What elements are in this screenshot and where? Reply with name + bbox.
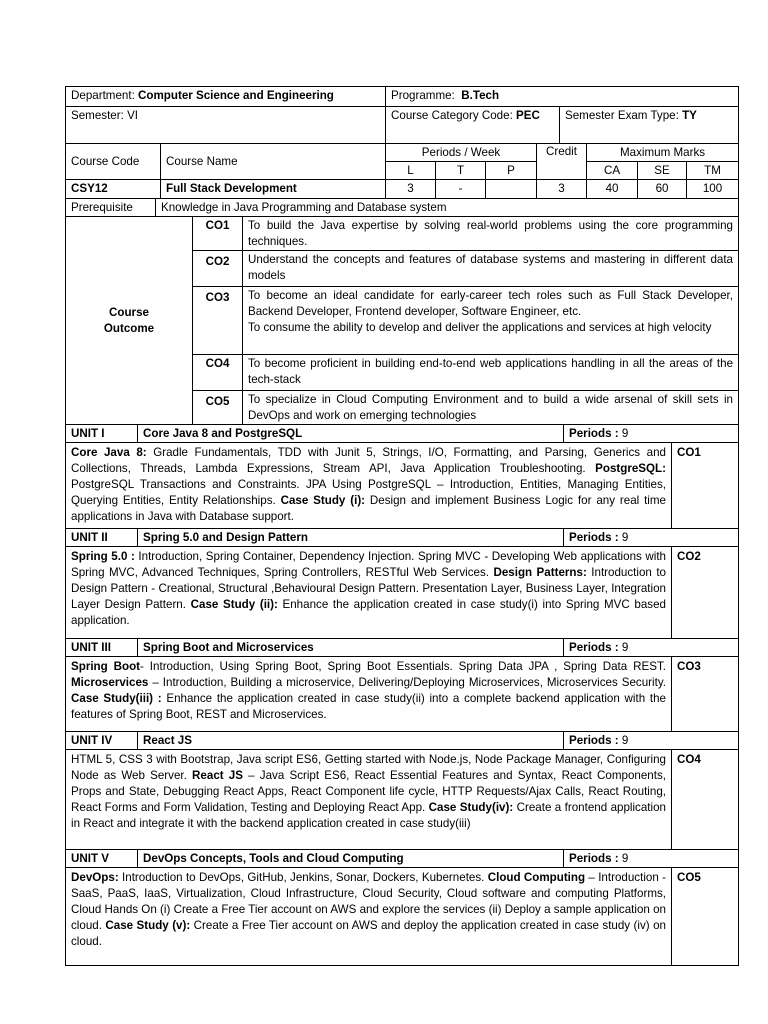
unit-periods bbox=[564, 529, 739, 547]
maximum-marks-header: Maximum Marks bbox=[587, 144, 739, 162]
co4-code: CO4 bbox=[193, 355, 243, 391]
unit-periods-label: Periods : bbox=[569, 530, 619, 544]
unit-content bbox=[66, 657, 672, 732]
category-cell bbox=[386, 107, 560, 144]
unit-label: UNIT IV bbox=[66, 732, 138, 750]
unit-title: Core Java 8 and PostgreSQL bbox=[138, 425, 564, 443]
unit-content bbox=[66, 443, 672, 529]
unit-content-text: Introduction to DevOps, GitHub, Jenkins, Sonar, Dockers, Kubernetes. bbox=[118, 871, 488, 884]
unit-co: CO4 bbox=[672, 750, 739, 850]
p-header: P bbox=[486, 162, 537, 180]
exam-type-cell bbox=[560, 107, 739, 144]
unit-co: CO3 bbox=[672, 657, 739, 732]
unit-co: CO2 bbox=[672, 547, 739, 639]
unit-content-text: Gradle Fundamentals, TDD with Junit 5, Strings, I/O, Formatting, and Parsing, Generics and Collections, Threads, Lambda Expressions, Stream API, Java Application Troubleshooting. bbox=[71, 446, 666, 475]
co1-code: CO1 bbox=[193, 217, 243, 251]
unit-content-text: – Introduction, Building a microservice, Delivering/Deploying Microservices, Microservices Security. bbox=[148, 676, 666, 689]
unit-label: UNIT I bbox=[66, 425, 138, 443]
unit-title: Spring 5.0 and Design Pattern bbox=[138, 529, 564, 547]
unit-periods bbox=[564, 732, 739, 750]
co1-text: To build the Java expertise by solving real-world problems using the core programming techniques. bbox=[243, 217, 739, 251]
p-value bbox=[486, 180, 537, 199]
tm-value: 100 bbox=[687, 180, 739, 199]
unit-content-text: Create a Free Tier account on AWS and deploy the application created in case study (iv) on cloud. bbox=[71, 919, 666, 948]
l-value: 3 bbox=[386, 180, 436, 199]
unit-content-heading: Spring Boot bbox=[71, 660, 141, 673]
co4-text: To become proficient in building end-to-end web applications handling in all the areas of the tech-stack bbox=[243, 355, 739, 391]
unit-label: UNIT V bbox=[66, 850, 138, 868]
unit-periods-value: 9 bbox=[621, 426, 629, 440]
unit-title: Spring Boot and Microservices bbox=[138, 639, 564, 657]
unit-periods-value: 9 bbox=[621, 640, 629, 654]
co5-code: CO5 bbox=[193, 391, 243, 425]
course-details-table bbox=[65, 143, 739, 199]
programme-cell bbox=[386, 87, 739, 107]
unit-content-text: – Java Script ES6, React Essential Features and Syntax, React Components, Props and State, Debugging React Apps, React Component life cycle, HTTP Requests/Ajax Calls, React Routing, React Forms and Form Validation, Testing and Deploying React App. bbox=[71, 769, 666, 814]
prerequisite-value: Knowledge in Java Programming and Database system bbox=[156, 199, 739, 217]
unit-periods-label: Periods : bbox=[569, 851, 619, 865]
course-name-value: Full Stack Development bbox=[161, 180, 386, 199]
unit-content-heading: Cloud Computing bbox=[487, 871, 586, 884]
unit-content-text: Enhance the application created in case study(ii) into a complete backend application with the features of Spring Boot, REST and Microservices. bbox=[71, 692, 666, 721]
unit-periods-value: 9 bbox=[621, 733, 629, 747]
unit-periods-label: Periods : bbox=[569, 733, 619, 747]
unit-periods bbox=[564, 850, 739, 868]
unit-content-text: Create a frontend application in React and integrate it with the backend application created in case study(iii) bbox=[71, 801, 666, 830]
unit-periods-value: 9 bbox=[621, 851, 629, 865]
category-label: Course Category Code: bbox=[391, 109, 513, 122]
unit-content-text: HTML 5, CSS 3 with Bootstrap, Java script ES6, Getting started with Node.js, Node Package Manager, Configuring Node as Web Server. bbox=[71, 753, 666, 782]
unit-content-text: Introduction to Design Pattern - Creational, Structural ,Behavioural Design Pattern. Presentation Layer, Business Layer, Integration Layer Design Pattern. bbox=[71, 566, 666, 611]
unit-content bbox=[66, 547, 672, 639]
unit-content-heading: Case Study (ii): bbox=[190, 598, 278, 611]
tm-header: TM bbox=[687, 162, 739, 180]
course-outcome-label-line2: Outcome bbox=[103, 321, 155, 335]
unit-periods bbox=[564, 425, 739, 443]
co3-code: CO3 bbox=[193, 287, 243, 355]
unit-label: UNIT II bbox=[66, 529, 138, 547]
unit-content-heading: React JS bbox=[192, 769, 243, 782]
unit-title: React JS bbox=[138, 732, 564, 750]
unit-content-text: - Introduction, Using Spring Boot, Spring Boot Essentials. Spring Data JPA , Spring Data REST. bbox=[140, 660, 666, 673]
course-header-table bbox=[65, 86, 739, 144]
unit-content-heading: Microservices bbox=[71, 676, 149, 689]
unit-content-heading: Core Java 8: bbox=[71, 446, 147, 459]
unit-content-heading: Case Study(iv): bbox=[428, 801, 514, 814]
semester-value: VI bbox=[127, 109, 139, 122]
unit-content-heading: Design Patterns: bbox=[493, 566, 587, 579]
unit-periods-value: 9 bbox=[621, 530, 629, 544]
course-name-header: Course Name bbox=[161, 144, 386, 180]
credit-header: Credit bbox=[537, 144, 587, 180]
exam-type-label: Semester Exam Type: bbox=[565, 109, 679, 122]
se-value: 60 bbox=[638, 180, 687, 199]
department-cell bbox=[66, 87, 386, 107]
category-value: PEC bbox=[516, 109, 540, 122]
unit-content-text: Design and implement Business Logic for any real time applications in Java with Database support. bbox=[71, 494, 666, 523]
course-outcome-label-line1: Course bbox=[109, 305, 149, 319]
unit-co: CO1 bbox=[672, 443, 739, 529]
unit-content-heading: Case Study (v): bbox=[105, 919, 191, 932]
course-code-value: CSY12 bbox=[66, 180, 161, 199]
exam-type-value: TY bbox=[682, 109, 697, 122]
co5-text: To specialize in Cloud Computing Environment and to build a wide arsenal of skill sets in DevOps and work on emerging technologies bbox=[243, 391, 739, 425]
unit-periods-label: Periods : bbox=[569, 640, 619, 654]
unit-content-text: – Introduction - SaaS, PaaS, IaaS, Virtualization, Cloud Infrastructure, Cloud Security, Cloud software and computing Platforms, Cloud Hands On (i) Create a Free Tier account on AWS and explore the services (ii) Deploy a sample application on cloud. bbox=[71, 871, 666, 932]
unit-content-text: Introduction, Spring Container, Dependency Injection. Spring MVC - Developing Web applications with Spring MVC, Advanced Techniques, Spring Controllers, RESTful Web Services. bbox=[71, 550, 666, 579]
co2-code: CO2 bbox=[193, 251, 243, 287]
co3-text bbox=[243, 287, 739, 355]
semester-cell bbox=[66, 107, 386, 144]
unit-content-text: PostgreSQL Transactions and Constraints. JPA Using PostgreSQL – Introduction, Entities, Managing Entities, Querying Entities, Entity Relationships. bbox=[71, 478, 666, 507]
unit-content-heading: DevOps: bbox=[71, 871, 119, 884]
unit-content-heading: Case Study(iii) : bbox=[71, 692, 162, 705]
course-code-header: Course Code bbox=[66, 144, 161, 180]
unit-content-text: Enhance the application created in case study(i) into Spring MVC based application. bbox=[71, 598, 666, 627]
co3-text-line1: To become an ideal candidate for early-career tech roles such as Full Stack Developer, Backend Developer, Frontend developer, Software Engineer, etc. bbox=[248, 289, 734, 318]
outcomes-table bbox=[65, 198, 739, 425]
t-header: T bbox=[436, 162, 486, 180]
ca-header: CA bbox=[587, 162, 638, 180]
t-value: - bbox=[436, 180, 486, 199]
unit-title: DevOps Concepts, Tools and Cloud Computing bbox=[138, 850, 564, 868]
programme-value: B.Tech bbox=[461, 89, 500, 102]
programme-label: Programme: bbox=[391, 89, 455, 102]
unit-content-heading: PostgreSQL: bbox=[595, 462, 666, 475]
semester-label: Semester: bbox=[71, 109, 124, 122]
unit-co: CO5 bbox=[672, 868, 739, 966]
prerequisite-label: Prerequisite bbox=[66, 199, 156, 217]
ca-value: 40 bbox=[587, 180, 638, 199]
se-header: SE bbox=[638, 162, 687, 180]
syllabus-page bbox=[65, 86, 738, 966]
co3-text-line2: To consume the ability to develop and deliver the applications and services at high velocity bbox=[248, 321, 712, 334]
units-table bbox=[65, 424, 739, 966]
unit-periods bbox=[564, 639, 739, 657]
unit-content bbox=[66, 868, 672, 966]
credit-value: 3 bbox=[537, 180, 587, 199]
department-label: Department: bbox=[71, 89, 135, 102]
department-value: Computer Science and Engineering bbox=[138, 89, 334, 102]
unit-periods-label: Periods : bbox=[569, 426, 619, 440]
unit-content-heading: Case Study (i): bbox=[280, 494, 366, 507]
unit-content bbox=[66, 750, 672, 850]
course-outcome-label bbox=[66, 217, 193, 425]
unit-content-heading: Spring 5.0 : bbox=[71, 550, 135, 563]
unit-label: UNIT III bbox=[66, 639, 138, 657]
periods-week-header: Periods / Week bbox=[386, 144, 537, 162]
l-header: L bbox=[386, 162, 436, 180]
co2-text: Understand the concepts and features of database systems and mastering in different data models bbox=[243, 251, 739, 287]
